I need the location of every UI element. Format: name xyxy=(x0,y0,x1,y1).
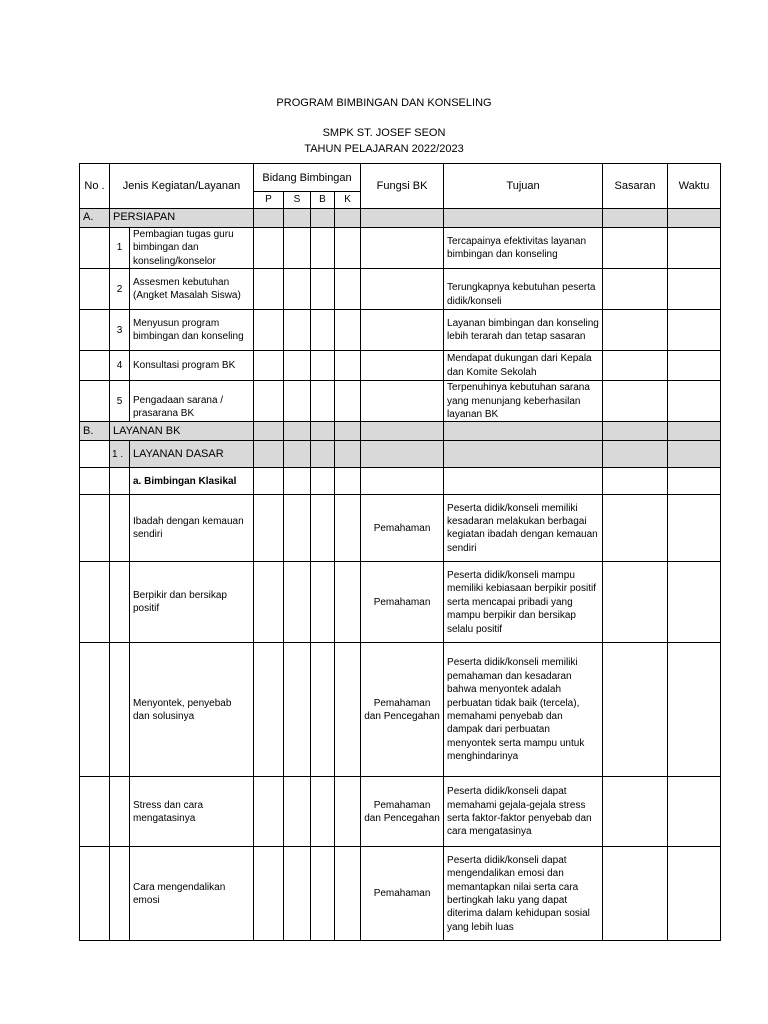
row-kegiatan: Konsultasi program BK xyxy=(130,351,254,381)
row-tujuan: Tercapainya efektivitas layanan bimbingan dan konseling xyxy=(444,228,603,269)
row-kegiatan: Assesmen kebutuhan (Angket Masalah Siswa) xyxy=(130,269,254,310)
row-tujuan: Peserta didik/konseli mampu memiliki kebiasaan berpikir positif serta mencapai pribadi yang mampu berpikir dan bersikap selalu positif xyxy=(444,562,603,643)
table-row xyxy=(80,562,721,643)
header-jenis: Jenis Kegiatan/Layanan xyxy=(110,164,254,209)
header-k: K xyxy=(335,192,361,209)
header-fungsi: Fungsi BK xyxy=(361,164,444,209)
program-table xyxy=(79,163,721,941)
row-kegiatan: Ibadah dengan kemauan sendiri xyxy=(130,495,254,562)
row-kegiatan: Menyusun program bimbingan dan konseling xyxy=(130,310,254,351)
header-tujuan: Tujuan xyxy=(444,164,603,209)
academic-year: TAHUN PELAJARAN 2022/2023 xyxy=(304,143,464,155)
row-tujuan: Peserta didik/konseli dapat mengendalikan emosi dan memantapkan nilai serta cara bertingkah laku yang dapat diterima dalam kehidupan sosial yang lebih luas xyxy=(444,847,603,941)
table-row xyxy=(80,847,721,941)
row-tujuan: Mendapat dukungan dari Kepala dan Komite Sekolah xyxy=(444,351,603,381)
header-p: P xyxy=(254,192,284,209)
table-row xyxy=(80,777,721,847)
row-kegiatan: Cara mengendalikan emosi xyxy=(130,847,254,941)
table-row xyxy=(80,468,721,495)
row-number: 4 xyxy=(110,351,130,381)
section-row-layanan-bk xyxy=(80,422,721,441)
table-row xyxy=(80,381,721,422)
row-fungsi: Pemahaman xyxy=(361,847,444,941)
header-no: No . xyxy=(80,164,110,209)
row-kegiatan: Pembagian tugas guru bimbingan dan konseling/konselor xyxy=(130,228,254,269)
table-row xyxy=(80,269,721,310)
row-number: 5 xyxy=(110,381,130,422)
row-number: 1 xyxy=(110,228,130,269)
row-fungsi: Pemahaman dan Pencegahan xyxy=(361,643,444,777)
row-kegiatan: Stress dan cara mengatasinya xyxy=(130,777,254,847)
row-tujuan: Peserta didik/konseli dapat memahami gejala-gejala stress serta faktor-faktor penyebab dan cara mengatasinya xyxy=(444,777,603,847)
header-s: S xyxy=(284,192,311,209)
section-label: LAYANAN BK xyxy=(110,422,254,441)
row-tujuan: Layanan bimbingan dan konseling lebih terarah dan tetap sasaran xyxy=(444,310,603,351)
table-row xyxy=(80,643,721,777)
table-row xyxy=(80,351,721,381)
subsection-number: 1 . xyxy=(110,441,130,468)
table-row xyxy=(80,310,721,351)
subsection-label: LAYANAN DASAR xyxy=(130,441,254,468)
section-row-persiapan xyxy=(80,209,721,228)
header-sasaran: Sasaran xyxy=(603,164,668,209)
header-waktu: Waktu xyxy=(668,164,721,209)
section-no: A. xyxy=(80,209,110,228)
row-tujuan: Terpenuhinya kebutuhan sarana yang menunjang keberhasilan layanan BK xyxy=(444,381,603,422)
klasikal-label: a. Bimbingan Klasikal xyxy=(130,468,254,495)
row-tujuan: Terungkapnya kebutuhan peserta didik/konseli xyxy=(444,269,603,310)
table-row xyxy=(80,495,721,562)
row-fungsi: Pemahaman xyxy=(361,495,444,562)
row-kegiatan: Pengadaan sarana / prasarana BK xyxy=(130,381,254,422)
table-row xyxy=(80,228,721,269)
section-no: B. xyxy=(80,422,110,441)
row-number: 2 xyxy=(110,269,130,310)
header-b: B xyxy=(311,192,335,209)
row-kegiatan: Menyontek, penyebab dan solusinya xyxy=(130,643,254,777)
document-title: PROGRAM BIMBINGAN DAN KONSELING xyxy=(276,97,492,109)
row-number: 3 xyxy=(110,310,130,351)
row-tujuan: Peserta didik/konseli memiliki kesadaran melakukan berbagai kegiatan ibadah dengan kemauan sendiri xyxy=(444,495,603,562)
header-bidang: Bidang Bimbingan xyxy=(254,164,361,192)
row-fungsi: Pemahaman xyxy=(361,562,444,643)
row-kegiatan: Berpikir dan bersikap positif xyxy=(130,562,254,643)
subsection-row-layanan-dasar xyxy=(80,441,721,468)
school-name: SMPK ST. JOSEF SEON xyxy=(322,127,446,139)
row-tujuan: Peserta didik/konseli memiliki pemahaman dan kesadaran bahwa menyontek adalah perbuatan tidak baik (tercela), memahami penyebab dan dampak dari perbuatan menyontek serta mampu untuk menghindarinya xyxy=(444,643,603,777)
table-header-row xyxy=(80,164,721,192)
row-fungsi: Pemahaman dan Pencegahan xyxy=(361,777,444,847)
section-label: PERSIAPAN xyxy=(110,209,254,228)
